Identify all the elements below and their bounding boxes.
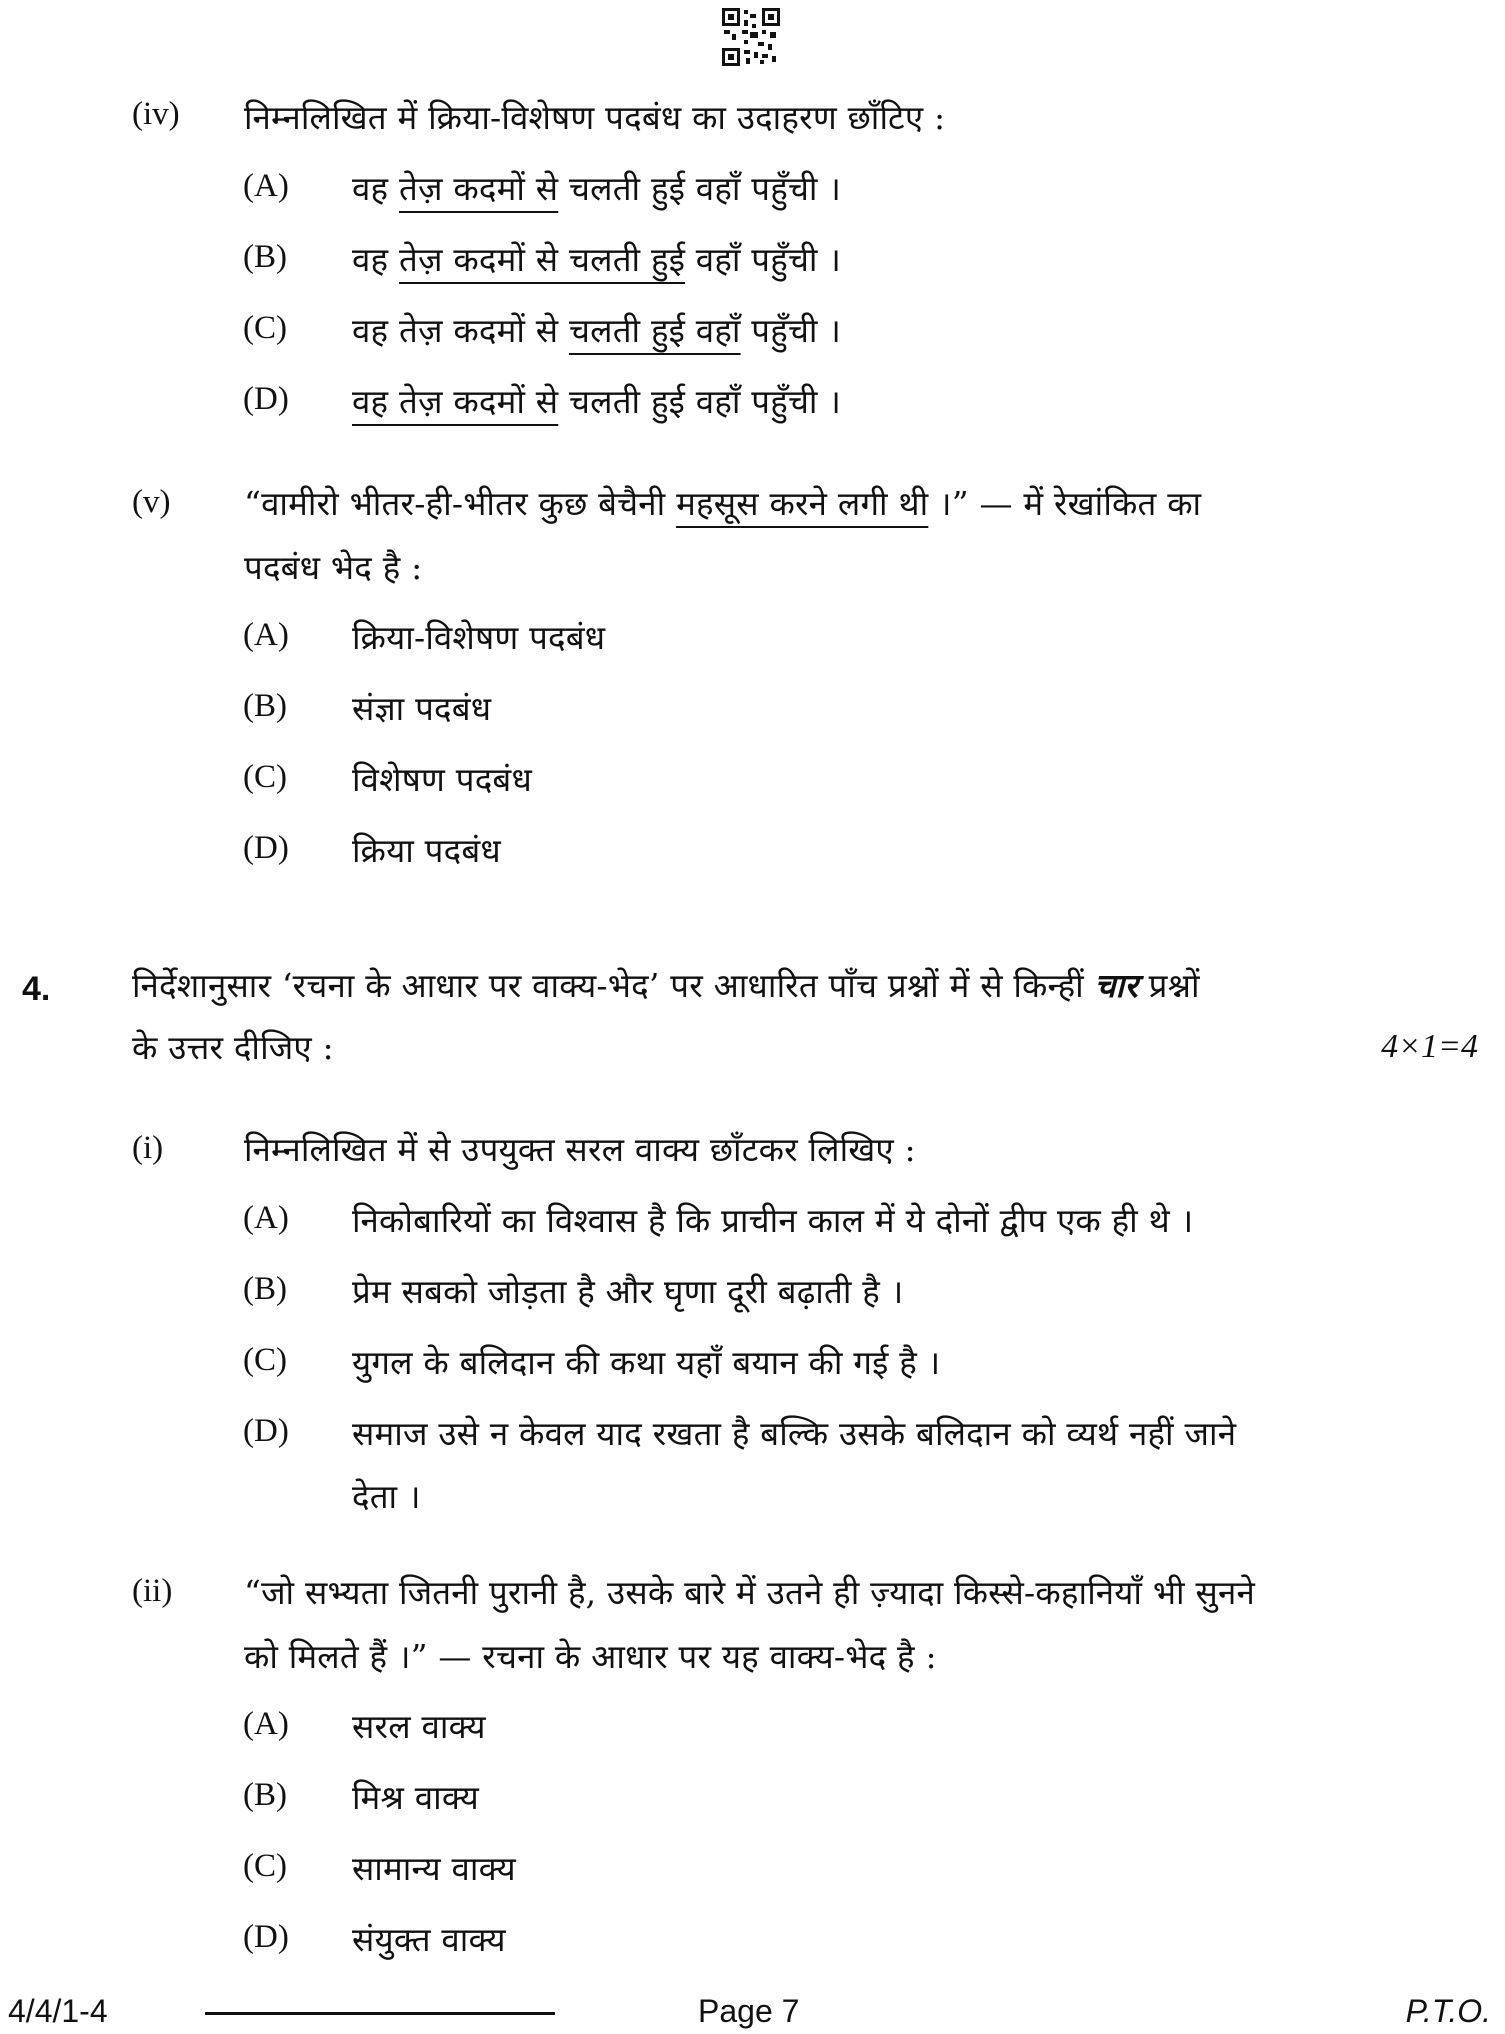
option-label: (A) — [243, 617, 289, 653]
footer-rule — [205, 2012, 555, 2015]
option-label: (D) — [243, 830, 289, 866]
option-label: (D) — [243, 381, 289, 417]
option-text: युगल के बलिदान की कथा यहाँ बयान की गई है । — [352, 1343, 941, 1382]
option-label: (D) — [243, 1413, 289, 1449]
subquestion-number: (i) — [132, 1130, 164, 1166]
option-label: (C) — [243, 1342, 287, 1378]
option-label: (C) — [243, 1848, 287, 1884]
question-instruction-line2: के उत्तर दीजिए : — [132, 1028, 334, 1067]
question-instruction: निर्देशानुसार ‘रचना के आधार पर वाक्य-भेद’ पर आधारित पाँच प्रश्नों में से किन्हीं चार प्रश्नों — [132, 966, 1200, 1005]
option-text: संयुक्त वाक्य — [352, 1920, 506, 1959]
option-text: मिश्र वाक्य — [352, 1778, 480, 1817]
question-number: 4. — [22, 970, 51, 1008]
option-label: (C) — [243, 310, 287, 346]
option-text: क्रिया-विशेषण पदबंध — [352, 618, 606, 657]
pto-label: P.T.O. — [1405, 1993, 1491, 2029]
option-label: (B) — [243, 239, 287, 275]
question-stem-line2: पदबंध भेद है : — [244, 548, 423, 587]
option-text: सामान्य वाक्य — [352, 1849, 516, 1888]
option-label: (B) — [243, 688, 287, 724]
option-text: वह तेज़ कदमों से चलती हुई वहाँ पहुँची । — [352, 311, 842, 350]
subquestion-number: (iv) — [132, 96, 180, 132]
option-label: (C) — [243, 759, 287, 795]
question-stem: “वामीरो भीतर-ही-भीतर कुछ बेचैनी महसूस करने लगी थी ।” — में रेखांकित का — [244, 484, 1202, 523]
option-text: वह तेज़ कदमों से चलती हुई वहाँ पहुँची । — [352, 382, 842, 421]
option-text: सरल वाक्य — [352, 1707, 486, 1746]
option-text: विशेषण पदबंध — [352, 760, 532, 799]
question-stem: निम्नलिखित में से उपयुक्त सरल वाक्य छाँटकर लिखिए : — [244, 1130, 916, 1169]
question-stem: निम्नलिखित में क्रिया-विशेषण पदबंध का उदाहरण छाँटिए : — [244, 98, 946, 137]
option-text: वह तेज़ कदमों से चलती हुई वहाँ पहुँची । — [352, 169, 842, 208]
option-text: प्रेम सबको जोड़ता है और घृणा दूरी बढ़ाती है । — [352, 1272, 904, 1311]
option-label: (B) — [243, 1777, 287, 1813]
option-label: (B) — [243, 1271, 287, 1307]
option-text: संज्ञा पदबंध — [352, 689, 492, 728]
subquestion-number: (v) — [132, 484, 171, 520]
page-number: Page 7 — [698, 1993, 800, 2029]
option-text: वह तेज़ कदमों से चलती हुई वहाँ पहुँची । — [352, 240, 842, 279]
subquestion-number: (ii) — [132, 1573, 173, 1609]
option-text: निकोबारियों का विश्वास है कि प्राचीन काल में ये दोनों द्वीप एक ही थे । — [352, 1201, 1194, 1240]
option-text: क्रिया पदबंध — [352, 831, 501, 870]
paper-code: 4/4/1-4 — [8, 1993, 108, 2029]
question-stem: “जो सभ्यता जितनी पुरानी है, उसके बारे में उतने ही ज़्यादा किस्से-कहानियाँ भी सुनने — [244, 1573, 1256, 1612]
question-stem-line2: को मिलते हैं ।” — रचना के आधार पर यह वाक्य-भेद है : — [244, 1637, 937, 1676]
option-label: (D) — [243, 1919, 289, 1955]
option-label: (A) — [243, 168, 289, 204]
marks-allocation: 4×1=4 — [1381, 1028, 1478, 1065]
option-label: (A) — [243, 1200, 289, 1236]
qr-code — [722, 8, 780, 66]
option-text-line2: देता । — [352, 1477, 421, 1516]
option-text: समाज उसे न केवल याद रखता है बल्कि उसके बलिदान को व्यर्थ नहीं जाने — [352, 1414, 1237, 1453]
option-label: (A) — [243, 1706, 289, 1742]
